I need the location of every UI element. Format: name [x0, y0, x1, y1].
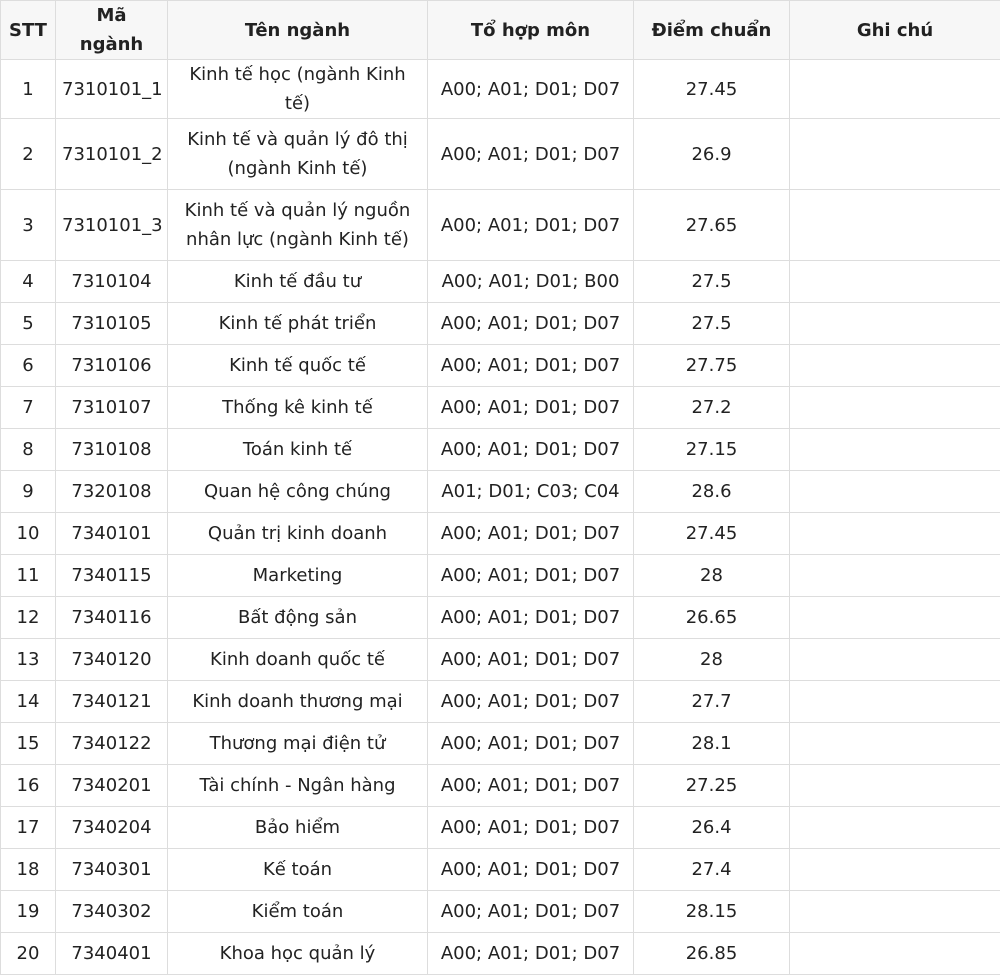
cell-stt: 19 — [1, 891, 56, 933]
cell-stt: 11 — [1, 555, 56, 597]
cell-combo: A00; A01; D01; B00 — [428, 261, 634, 303]
cell-stt: 4 — [1, 261, 56, 303]
cell-score: 27.75 — [634, 345, 790, 387]
cell-score: 27.45 — [634, 513, 790, 555]
cell-stt: 12 — [1, 597, 56, 639]
cell-stt: 3 — [1, 190, 56, 261]
cell-note — [790, 807, 1000, 849]
table-row — [1, 119, 1000, 190]
table-row — [1, 513, 1000, 555]
cell-code: 7310101_2 — [56, 119, 168, 190]
cell-combo: A00; A01; D01; D07 — [428, 345, 634, 387]
cell-code: 7340116 — [56, 597, 168, 639]
cell-stt: 14 — [1, 681, 56, 723]
cell-combo: A00; A01; D01; D07 — [428, 555, 634, 597]
cell-note — [790, 345, 1000, 387]
cell-name: Kinh tế và quản lý nguồn nhân lực (ngành Kinh tế) — [168, 190, 428, 261]
cell-code: 7340101 — [56, 513, 168, 555]
table-row — [1, 849, 1000, 891]
cell-combo: A00; A01; D01; D07 — [428, 387, 634, 429]
cell-note — [790, 261, 1000, 303]
cell-name: Bất động sản — [168, 597, 428, 639]
cell-score: 28.1 — [634, 723, 790, 765]
table-row — [1, 345, 1000, 387]
table-row — [1, 60, 1000, 119]
cell-name: Kinh doanh thương mại — [168, 681, 428, 723]
header-note: Ghi chú — [790, 1, 1000, 60]
header-score: Điểm chuẩn — [634, 1, 790, 60]
cell-note — [790, 190, 1000, 261]
cell-score: 28 — [634, 555, 790, 597]
cell-name: Toán kinh tế — [168, 429, 428, 471]
cell-stt: 1 — [1, 60, 56, 119]
cell-stt: 7 — [1, 387, 56, 429]
cell-score: 27.45 — [634, 60, 790, 119]
cell-score: 27.7 — [634, 681, 790, 723]
cell-note — [790, 891, 1000, 933]
cell-score: 26.4 — [634, 807, 790, 849]
cell-code: 7320108 — [56, 471, 168, 513]
cell-combo: A00; A01; D01; D07 — [428, 849, 634, 891]
cell-name: Tài chính - Ngân hàng — [168, 765, 428, 807]
table-row — [1, 597, 1000, 639]
cell-name: Bảo hiểm — [168, 807, 428, 849]
cell-code: 7340121 — [56, 681, 168, 723]
cell-score: 27.25 — [634, 765, 790, 807]
cell-combo: A00; A01; D01; D07 — [428, 190, 634, 261]
cell-note — [790, 933, 1000, 975]
cell-code: 7340122 — [56, 723, 168, 765]
cell-code: 7310108 — [56, 429, 168, 471]
table-row — [1, 723, 1000, 765]
cell-code: 7340401 — [56, 933, 168, 975]
cell-score: 28.15 — [634, 891, 790, 933]
cell-combo: A00; A01; D01; D07 — [428, 60, 634, 119]
cell-score: 28 — [634, 639, 790, 681]
cell-combo: A00; A01; D01; D07 — [428, 639, 634, 681]
cell-stt: 9 — [1, 471, 56, 513]
cell-name: Kinh tế học (ngành Kinh tế) — [168, 60, 428, 119]
cell-name: Kinh tế phát triển — [168, 303, 428, 345]
cell-score: 28.6 — [634, 471, 790, 513]
cell-code: 7340204 — [56, 807, 168, 849]
cell-name: Kinh tế đầu tư — [168, 261, 428, 303]
cell-note — [790, 429, 1000, 471]
header-stt: STT — [1, 1, 56, 60]
cell-score: 27.65 — [634, 190, 790, 261]
cell-score: 27.5 — [634, 261, 790, 303]
cell-code: 7340302 — [56, 891, 168, 933]
table-header — [1, 1, 1000, 60]
cell-score: 27.15 — [634, 429, 790, 471]
cell-score: 27.5 — [634, 303, 790, 345]
header-combo: Tổ hợp môn — [428, 1, 634, 60]
table-row — [1, 891, 1000, 933]
cell-note — [790, 723, 1000, 765]
table-row — [1, 807, 1000, 849]
cell-note — [790, 597, 1000, 639]
cell-stt: 8 — [1, 429, 56, 471]
cell-stt: 6 — [1, 345, 56, 387]
cell-name: Kinh tế quốc tế — [168, 345, 428, 387]
header-row — [1, 1, 1000, 60]
cell-note — [790, 513, 1000, 555]
cell-code: 7340120 — [56, 639, 168, 681]
cell-name: Khoa học quản lý — [168, 933, 428, 975]
table-row — [1, 190, 1000, 261]
table-row — [1, 261, 1000, 303]
table-row — [1, 765, 1000, 807]
cell-code: 7340115 — [56, 555, 168, 597]
cell-code: 7340201 — [56, 765, 168, 807]
cell-name: Kinh tế và quản lý đô thị (ngành Kinh tế) — [168, 119, 428, 190]
cell-stt: 20 — [1, 933, 56, 975]
cell-stt: 16 — [1, 765, 56, 807]
table-row — [1, 933, 1000, 975]
cell-score: 27.2 — [634, 387, 790, 429]
cell-combo: A00; A01; D01; D07 — [428, 597, 634, 639]
cell-code: 7310106 — [56, 345, 168, 387]
cell-code: 7310105 — [56, 303, 168, 345]
cell-code: 7310104 — [56, 261, 168, 303]
cell-name: Quan hệ công chúng — [168, 471, 428, 513]
table-row — [1, 303, 1000, 345]
header-name: Tên ngành — [168, 1, 428, 60]
cell-stt: 18 — [1, 849, 56, 891]
table-row — [1, 681, 1000, 723]
cell-score: 26.65 — [634, 597, 790, 639]
cell-stt: 15 — [1, 723, 56, 765]
cell-combo: A00; A01; D01; D07 — [428, 807, 634, 849]
cell-stt: 5 — [1, 303, 56, 345]
cell-stt: 10 — [1, 513, 56, 555]
cell-name: Kế toán — [168, 849, 428, 891]
cell-note — [790, 681, 1000, 723]
cell-note — [790, 555, 1000, 597]
cell-name: Thống kê kinh tế — [168, 387, 428, 429]
cell-note — [790, 471, 1000, 513]
cell-score: 26.85 — [634, 933, 790, 975]
table-row — [1, 555, 1000, 597]
cell-combo: A00; A01; D01; D07 — [428, 723, 634, 765]
table-row — [1, 639, 1000, 681]
cell-name: Thương mại điện tử — [168, 723, 428, 765]
cell-stt: 17 — [1, 807, 56, 849]
cell-note — [790, 60, 1000, 119]
cell-name: Marketing — [168, 555, 428, 597]
cell-combo: A00; A01; D01; D07 — [428, 513, 634, 555]
cell-combo: A00; A01; D01; D07 — [428, 891, 634, 933]
cell-note — [790, 119, 1000, 190]
cell-name: Kiểm toán — [168, 891, 428, 933]
cell-score: 26.9 — [634, 119, 790, 190]
cell-combo: A00; A01; D01; D07 — [428, 933, 634, 975]
cell-name: Quản trị kinh doanh — [168, 513, 428, 555]
cell-code: 7310101_1 — [56, 60, 168, 119]
cell-note — [790, 849, 1000, 891]
cell-name: Kinh doanh quốc tế — [168, 639, 428, 681]
cell-combo: A01; D01; C03; C04 — [428, 471, 634, 513]
cell-score: 27.4 — [634, 849, 790, 891]
table-row — [1, 471, 1000, 513]
cell-note — [790, 639, 1000, 681]
cell-stt: 13 — [1, 639, 56, 681]
table-row — [1, 429, 1000, 471]
table-body — [1, 60, 1000, 975]
header-code: Mã ngành — [56, 1, 168, 60]
cell-combo: A00; A01; D01; D07 — [428, 303, 634, 345]
cell-code: 7310107 — [56, 387, 168, 429]
cell-combo: A00; A01; D01; D07 — [428, 765, 634, 807]
cell-combo: A00; A01; D01; D07 — [428, 429, 634, 471]
cell-note — [790, 303, 1000, 345]
cell-note — [790, 387, 1000, 429]
cell-combo: A00; A01; D01; D07 — [428, 119, 634, 190]
table-row — [1, 387, 1000, 429]
cell-combo: A00; A01; D01; D07 — [428, 681, 634, 723]
cell-note — [790, 765, 1000, 807]
cell-code: 7340301 — [56, 849, 168, 891]
cell-code: 7310101_3 — [56, 190, 168, 261]
cell-stt: 2 — [1, 119, 56, 190]
